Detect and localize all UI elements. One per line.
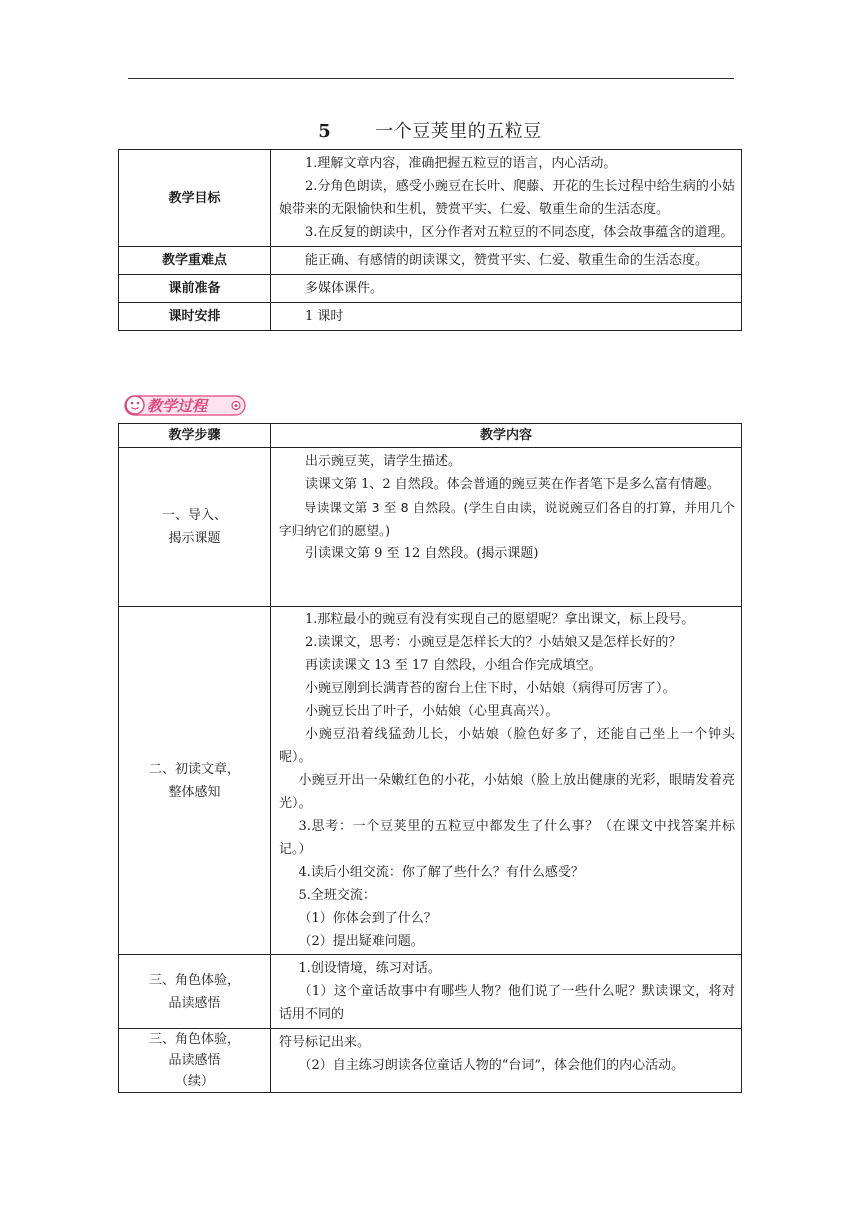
content-line: 2.读课文，思考：小豌豆是怎样长大的？小姑娘又是怎样长好的？ — [305, 635, 682, 650]
time-label: 课时安排 — [119, 303, 271, 331]
step-label: 品读感悟 — [168, 995, 221, 1011]
step-label: 一、导入、 — [161, 508, 227, 523]
key-points-row — [119, 247, 742, 275]
goal-item: 3.在反复的朗读中，区分作者对五粒豆的不同态度，体会故事蕴含的道理。 — [305, 225, 734, 240]
process-row-role-play-cont — [119, 1029, 742, 1093]
content-line: 小豌豆开出一朵嫩红色的小花，小姑娘（脸上放出健康的光彩，眼睛发着亮光）。 — [279, 773, 735, 811]
step-content — [271, 448, 742, 607]
goal-item: 2.分角色朗读，感受小豌豆在长叶、爬藤、开花的生长过程中给生病的小姑娘带来的无限愉快和生机，赞赏平实、仁爱、敬重生命的生活态度。 — [279, 179, 735, 217]
content-line: 再读读课文 13 至 17 自然段，小组合作完成填空。 — [305, 658, 602, 673]
process-badge-graphic — [124, 392, 248, 418]
time-cell — [271, 303, 742, 331]
key-points-content: 能正确、有感情的朗读课文，赞赏平实、仁爱、敬重生命的生活态度。 — [305, 253, 709, 268]
content-line: （2）提出疑难问题。 — [298, 934, 424, 949]
col-step-header: 教学步骤 — [119, 424, 271, 448]
step-content — [271, 955, 742, 1029]
time-content: 1 课时 — [305, 309, 344, 324]
goals-label: 教学目标 — [119, 150, 271, 247]
content-line: （1）这个童话故事中有哪些人物？他们说了一些什么呢？默读课文，将对话用不同的 — [279, 984, 735, 1022]
content-line: 出示豌豆荚，请学生描述。 — [305, 454, 462, 469]
step-content — [271, 607, 742, 955]
lesson-number: 5 — [318, 121, 332, 142]
content-line: 小豌豆沿着线猛劲儿长，小姑娘（脸色好多了，还能自己坐上一个钟头呢）。 — [279, 727, 735, 765]
col-content-header: 教学内容 — [271, 424, 742, 448]
lesson-title-text: 一个豆荚里的五粒豆 — [375, 121, 542, 142]
content-line: 小豌豆刚到长满青苔的窗台上住下时，小姑娘（病得可厉害了）。 — [305, 681, 676, 696]
process-row-first-reading — [119, 607, 742, 955]
content-line: （1）你体会到了什么？ — [298, 911, 437, 926]
content-line: 小豌豆长出了叶子，小姑娘（心里真高兴）。 — [305, 704, 559, 719]
lesson-info-table — [118, 149, 742, 331]
step-label: （续） — [174, 1074, 214, 1089]
content-line: 4.读后小组交流：你了解了些什么？有什么感受？ — [298, 865, 584, 880]
process-row-intro — [119, 448, 742, 607]
lesson-title — [118, 117, 742, 143]
content-line: 1.创设情境，练习对话。 — [298, 961, 441, 976]
step-label: 揭示课题 — [168, 531, 221, 546]
step-content — [271, 1029, 742, 1093]
step-cell — [119, 607, 271, 955]
process-header-row — [119, 424, 742, 448]
goal-item: 1.理解文章内容，准确把握五粒豆的语言，内心活动。 — [305, 156, 617, 171]
content-line: 引读课文第 9 至 12 自然段。(揭示课题) — [305, 546, 539, 561]
step-label: 品读感悟 — [168, 1053, 221, 1068]
prep-cell — [271, 275, 742, 303]
content-line: （2）自主练习朗读各位童话人物的“台词”，体会他们的内心活动。 — [298, 1058, 685, 1073]
process-badge — [124, 392, 248, 418]
process-badge-text: 教学过程 — [147, 397, 208, 415]
step-cell — [119, 1029, 271, 1093]
step-label: 二、初读文章， — [148, 761, 240, 777]
step-cell — [119, 448, 271, 607]
prep-row — [119, 275, 742, 303]
content-line: 1.那粒最小的豌豆有没有实现自己的愿望呢？拿出课文，标上段号。 — [305, 612, 695, 627]
step-cell — [119, 955, 271, 1029]
prep-label: 课前准备 — [119, 275, 271, 303]
key-points-label: 教学重难点 — [119, 247, 271, 275]
step-label: 整体感知 — [168, 784, 221, 800]
content-line: 符号标记出来。 — [279, 1035, 371, 1050]
process-table — [118, 423, 742, 1093]
key-points-cell — [271, 247, 742, 275]
content-line: 3.思考：一个豆荚里的五粒豆中都发生了什么事？（在课文中找答案并标记。） — [279, 819, 735, 857]
goals-row — [119, 150, 742, 247]
step-label: 三、角色体验， — [148, 1032, 240, 1047]
time-row — [119, 303, 742, 331]
process-row-role-play — [119, 955, 742, 1029]
goals-content — [271, 150, 742, 247]
prep-content: 多媒体课件。 — [305, 281, 384, 296]
content-line: 导读课文第 3 至 8 自然段。(学生自由读，说说豌豆们各自的打算，并用几个字归纳它们的愿望。) — [279, 500, 735, 538]
step-label: 三、角色体验， — [148, 972, 240, 988]
content-line: 5.全班交流： — [298, 888, 376, 903]
header-rule — [128, 78, 734, 79]
content-line: 读课文第 1、2 自然段。体会普通的豌豆荚在作者笔下是多么富有情趣。 — [305, 477, 720, 492]
